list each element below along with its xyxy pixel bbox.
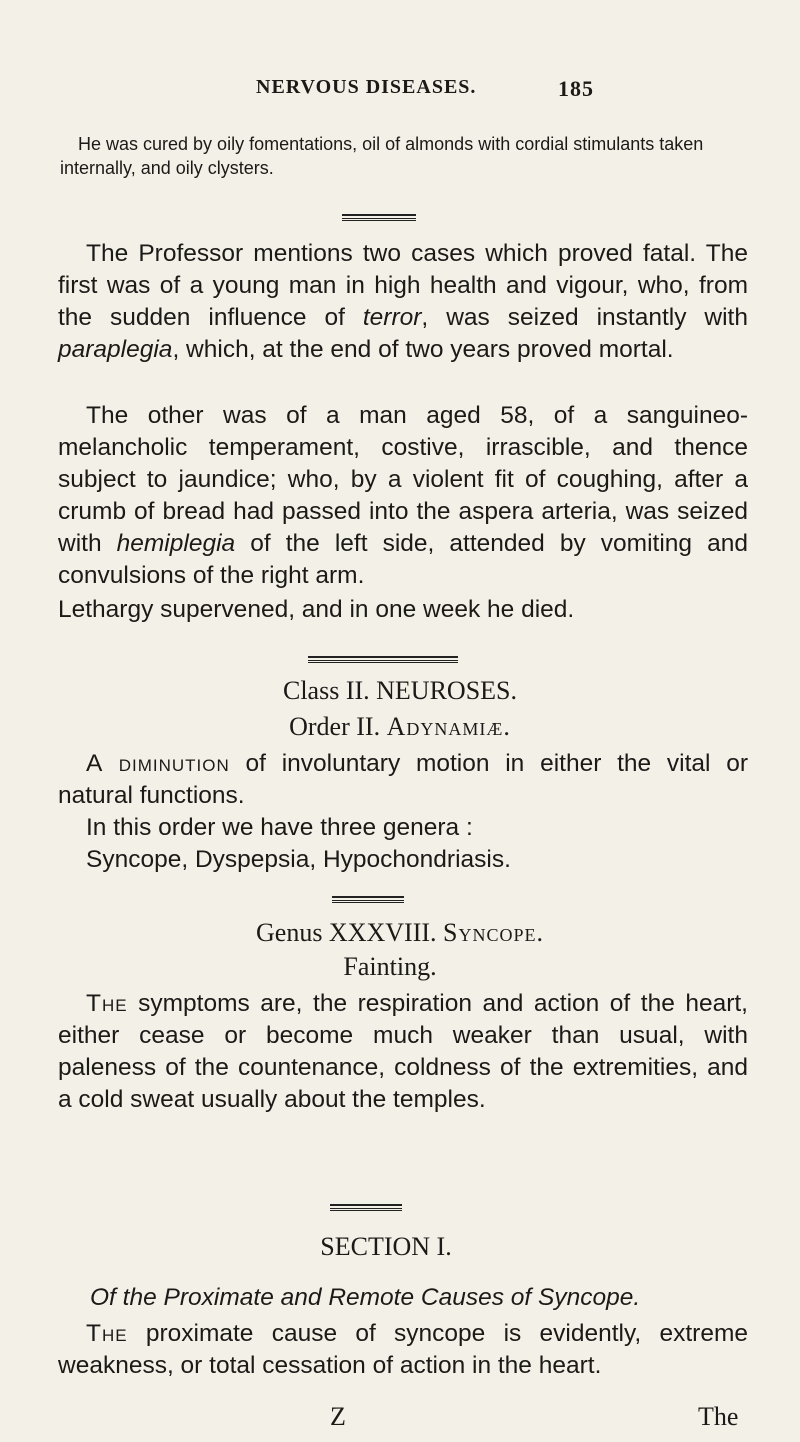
genus-subtitle: Fainting. — [343, 952, 437, 981]
symptoms-paragraph — [58, 988, 748, 1116]
class-heading: Class II. NEUROSES. — [282, 676, 517, 705]
genus-heading — [0, 918, 800, 948]
text-run: , was seized instantly with — [421, 304, 748, 331]
text-run: symptoms are, the respiration and action of the heart, either cease or become much weaker than usual, with paleness of the countenance, coldness of the extremities, and a cold sweat usually about the temples. — [58, 990, 748, 1113]
divider-rule — [342, 214, 416, 219]
text-run: proximate cause of syncope is evidently, extreme weakness, or total cessation of action in the heart. — [58, 1320, 748, 1379]
divider-rule — [308, 656, 458, 661]
text-run: of involuntary motion in either the vital or natural functions. — [58, 750, 749, 809]
italic-term: paraplegia — [58, 336, 173, 363]
text-run: Syncope, Dyspepsia, Hypochondriasis. — [86, 846, 511, 873]
text-run: Lethargy supervened, and in one week he died. — [58, 596, 575, 623]
divider-rule — [332, 896, 404, 901]
section-heading: SECTION I. — [320, 1232, 452, 1261]
signature-mark: Z — [330, 1402, 346, 1431]
intro-paragraph — [60, 132, 750, 180]
genus-name: Syncope. — [443, 918, 544, 947]
lead-smallcaps: The — [86, 990, 128, 1017]
other-case-paragraph — [58, 400, 748, 592]
text-run: of the left side, attended by vomiting and convulsions of the right arm. — [58, 530, 748, 589]
order-label: Order II. — [289, 712, 381, 741]
lead-smallcaps: A diminution — [86, 750, 230, 777]
text-run: In this order we have three genera : — [86, 814, 473, 841]
section-subtitle — [58, 1282, 748, 1314]
proximate-paragraph — [58, 1318, 748, 1382]
catchword: The — [698, 1402, 739, 1431]
italic-term: hemiplegia — [116, 530, 236, 557]
text-run: The Professor mentions two cases which proved fatal. The first was of a young man in high health and vigour, who, from the sudden influence of — [58, 240, 748, 331]
lethargy-line — [58, 594, 748, 626]
lead-smallcaps: The — [86, 1320, 128, 1347]
divider-rule — [330, 1204, 402, 1209]
page-number: 185 — [558, 76, 594, 101]
italic-term: terror — [362, 304, 422, 331]
professor-paragraph — [58, 238, 748, 366]
text-run: The other was of a man aged 58, of a sanguineo-melancholic temperament, costive, irrascible, and thence subject to jaundice; who, by a violent fit of coughing, after a crumb of bread had passed into the aspera arteria, was seized with — [58, 402, 748, 557]
text-run: , which, at the end of two years proved mortal. — [172, 336, 674, 363]
intro-text: He was cured by oily fomentations, oil of almonds with cordial stimulants taken internally, and oily clysters. — [60, 134, 704, 178]
genera-line — [58, 812, 748, 844]
running-title: NERVOUS DISEASES. — [256, 76, 477, 98]
genus-label: Genus XXXVIII. — [256, 918, 437, 947]
italic-subtitle: Of the Proximate and Remote Causes of Syncope. — [90, 1284, 641, 1311]
order-heading — [0, 712, 800, 742]
order-definition — [58, 748, 748, 812]
genera-list — [58, 844, 748, 876]
order-name: Adynamiæ. — [386, 712, 511, 741]
